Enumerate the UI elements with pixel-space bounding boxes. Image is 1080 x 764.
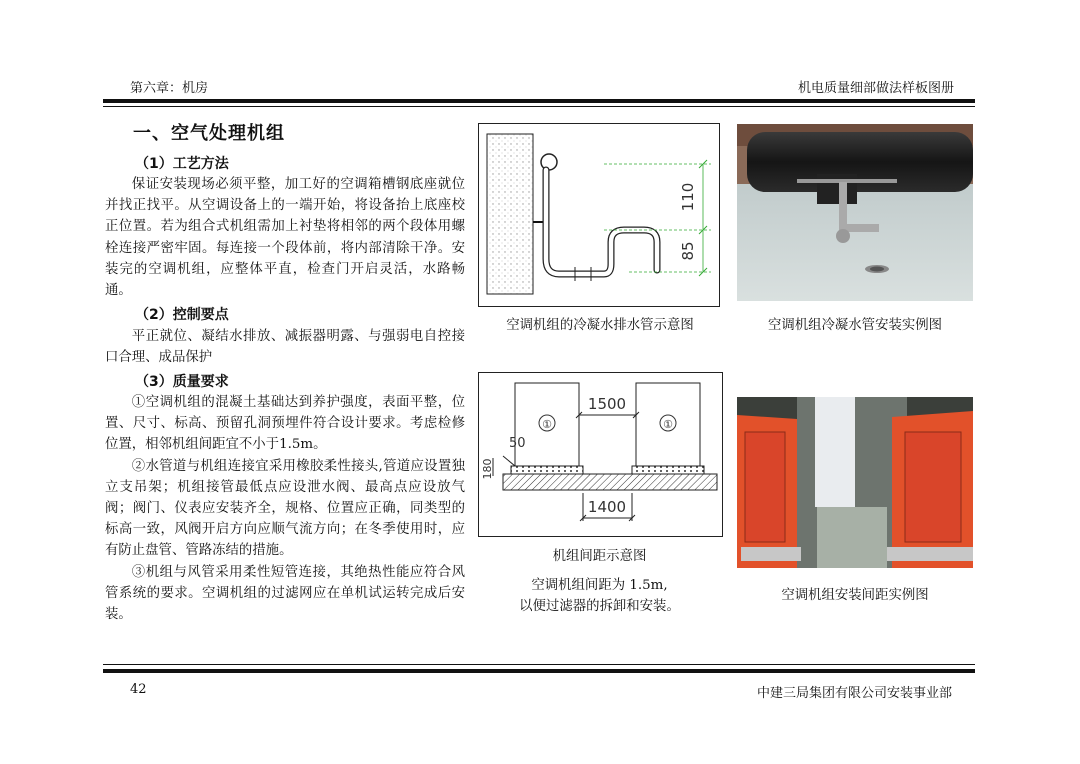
- paragraph-quality: [105, 392, 465, 625]
- unit-spacing-photo-drawing: [737, 397, 973, 568]
- footer-rule-thin: [103, 664, 975, 665]
- quality-req-3: ③机组与风管采用柔性短管连接，其绝热性能应符合风管系统的要求。空调机组的过滤网应在单机试运转完成后安装。: [105, 564, 465, 623]
- footer-rule-thick: [103, 669, 975, 673]
- subheading-quality: （3）质量要求: [135, 374, 229, 390]
- page-number: 42: [130, 682, 147, 697]
- paragraph-control-text: 平正就位、凝结水排放、减振器明露、与强弱电自控接口合理、成品保护: [105, 329, 465, 366]
- header-rule-thick: [103, 99, 975, 103]
- drain-pipe-drawing: [479, 124, 719, 306]
- dim-1400: 1400: [587, 498, 627, 516]
- dim-180: 180: [481, 458, 494, 480]
- condensate-photo-drawing: [737, 124, 973, 301]
- dim-1500: 1500: [587, 395, 627, 413]
- subheading-process: （1）工艺方法: [135, 156, 229, 172]
- unit-1-label: ①: [542, 418, 552, 431]
- drain-pipe-diagram: [478, 123, 720, 307]
- unit-spacing-photo: [737, 397, 973, 568]
- drain-diagram-caption: 空调机组的冷凝水排水管示意图: [506, 318, 694, 333]
- paragraph-process: [105, 174, 465, 301]
- quality-req-1: ①空调机组的混凝土基础达到养护强度，表面平整，位置、尺寸、标高、预留孔洞预埋件符合设计要求。考虑检修位置，相邻机组间距宜不小于1.5m。: [105, 395, 465, 453]
- spacing-photo-caption: 空调机组安装间距实例图: [781, 588, 929, 603]
- dim-110: 110: [679, 182, 697, 212]
- unit-spacing-drawing: [479, 373, 722, 536]
- footer-company: 中建三局集团有限公司安装事业部: [756, 686, 952, 701]
- spacing-note-line1: 空调机组间距为 1.5m,: [531, 578, 668, 593]
- chapter-label: 第六章：机房: [130, 81, 209, 96]
- spacing-diagram-caption: 机组间距示意图: [552, 549, 647, 564]
- unit-2-label: ①: [663, 418, 673, 431]
- section-title: 一、空气处理机组: [133, 123, 285, 144]
- unit-spacing-diagram: [478, 372, 723, 537]
- paragraph-control: [105, 326, 465, 368]
- header-rule-thin: [103, 106, 975, 107]
- paragraph-process-text: 保证安装现场必须平整，加工好的空调箱槽钢底座就位并找正找平。从空调设备上的一端开始，将设备抬上底座校正位置。若为组合式机组需加上衬垫将相邻的两个段体用螺栓连接严密牢固。每连接一个段体前，将内部清除干净。安装完的空调机组，应整体平直，检查门开启灵活，水路畅通。: [105, 177, 465, 299]
- dim-50: 50: [509, 436, 526, 451]
- dim-85: 85: [679, 241, 697, 261]
- spacing-note-line2: 以便过滤器的拆卸和安装。: [519, 599, 680, 614]
- subheading-control: （2）控制要点: [135, 307, 229, 323]
- condensate-pipe-photo: [737, 124, 973, 301]
- quality-req-2: ②水管道与机组连接宜采用橡胶柔性接头,管道应设置独立支吊架；机组接管最低点应设泄水阀、最高点应设放气阀；阀门、仪表应安装齐全，规格、位置应正确，同类型的标高一致，风阀开启方向应顺气流方向；在冬季使用时，应有防止盘管、管路冻结的措施。: [105, 458, 465, 559]
- book-title: 机电质量细部做法样板图册: [797, 81, 954, 96]
- drain-photo-caption: 空调机组冷凝水管安装实例图: [767, 318, 943, 333]
